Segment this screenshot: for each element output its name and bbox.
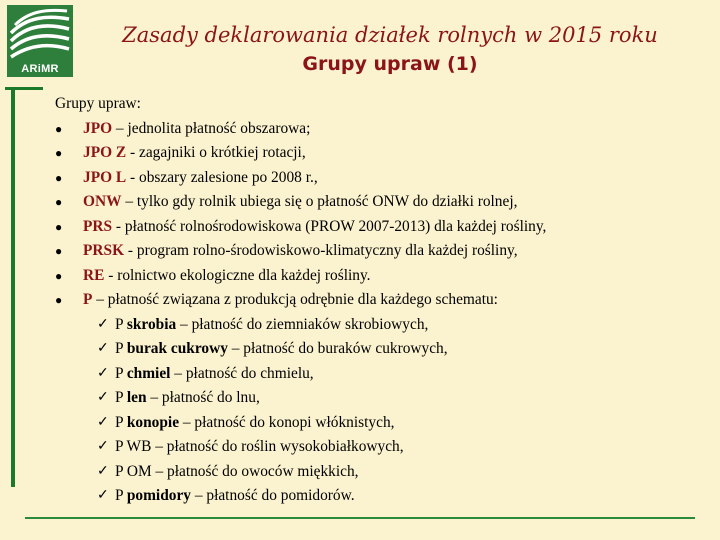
checkmark-icon: ✓: [97, 316, 109, 332]
group-description: – tylko gdy rolnik ubiega się o płatność ONW do działki rolnej,: [121, 193, 518, 210]
scheme-prefix: P: [115, 487, 127, 504]
list-item: [55, 166, 705, 191]
bullet-icon: ●: [55, 219, 63, 234]
checkmark-icon: ✓: [97, 390, 109, 405]
scheme-description: – płatność do chmielu,: [170, 364, 314, 382]
sub-list-item: [55, 435, 705, 460]
decorative-bar-vertical: [11, 87, 15, 487]
content-list: [55, 92, 705, 509]
sub-list-item: [55, 362, 705, 387]
sub-list-item: [55, 386, 705, 411]
list-item: [55, 117, 705, 142]
checkmark-icon: ✓: [97, 365, 109, 381]
scheme-prefix: P: [115, 364, 127, 382]
scheme-prefix: P: [115, 389, 127, 406]
scheme-prefix: P WB: [115, 438, 152, 455]
group-code: RE: [83, 266, 105, 284]
scheme-name: chmiel: [126, 364, 171, 382]
logo-text: ARiMR: [21, 63, 59, 75]
group-code: ONW: [83, 193, 122, 210]
sub-list-item: [55, 460, 705, 485]
scheme-description: – płatność do lnu,: [146, 389, 260, 406]
group-code: JPO Z: [83, 144, 127, 161]
page-subtitle: Grupy upraw (1): [302, 53, 478, 75]
intro-text: Grupy upraw:: [55, 95, 141, 112]
footer-divider: [25, 517, 695, 519]
bullet-icon: ●: [55, 146, 63, 160]
group-description: - płatność rolnośrodowiskowa (PROW 2007-2013) dla każdej rośliny,: [112, 217, 547, 235]
sub-list-item: [55, 337, 705, 362]
scheme-name: len: [126, 389, 147, 406]
scheme-name: pomidory: [126, 487, 191, 504]
sub-list-item: [55, 411, 705, 436]
scheme-description: – płatność do pomidorów.: [190, 487, 355, 504]
group-code: P: [83, 291, 93, 308]
group-description: - obszary zalesione po 2008 r.,: [126, 168, 318, 186]
group-description: - rolnictwo ekologiczne dla każdej rośliny.: [104, 266, 371, 284]
sub-list-item: [55, 313, 705, 338]
group-description: - program rolno-środowiskowo-klimatyczny dla każdej rośliny,: [124, 242, 518, 259]
bullet-icon: ●: [55, 293, 63, 307]
list-item: [55, 215, 705, 240]
scheme-description: – płatność do ziemniaków skrobiowych,: [176, 315, 429, 333]
scheme-description: – płatność do roślin wysokobiałkowych,: [151, 438, 404, 455]
checkmark-icon: ✓: [97, 488, 109, 503]
sub-list-item: [55, 484, 705, 509]
scheme-prefix: P OM: [115, 462, 152, 480]
group-code: PRSK: [83, 242, 125, 259]
group-description: – płatność związana z produkcją odrębnie dla każdego schematu:: [92, 291, 498, 308]
bullet-icon: ●: [55, 170, 63, 185]
checkmark-icon: ✓: [97, 463, 109, 479]
scheme-prefix: P: [115, 413, 127, 431]
list-item: [55, 264, 705, 289]
arimr-logo: [7, 5, 73, 77]
list-item: [55, 141, 705, 166]
group-description: – jednolita płatność obszarowa;: [112, 119, 311, 137]
group-code: JPO: [83, 119, 113, 137]
checkmark-icon: ✓: [97, 414, 109, 430]
group-code: JPO L: [83, 168, 127, 186]
scheme-prefix: P: [115, 340, 127, 357]
list-item: [55, 190, 705, 215]
scheme-name: konopie: [126, 413, 180, 431]
group-description: - zagajniki o krótkiej rotacji,: [126, 144, 306, 161]
group-code: PRS: [83, 217, 113, 235]
scheme-prefix: P: [115, 315, 127, 333]
checkmark-icon: ✓: [97, 341, 109, 356]
bullet-icon: ●: [55, 195, 63, 209]
bullet-icon: ●: [55, 268, 63, 283]
list-item: [55, 288, 705, 313]
list-item: [55, 239, 705, 264]
bullet-icon: ●: [55, 121, 63, 136]
scheme-description: – płatność do owoców miękkich,: [151, 462, 359, 480]
bullet-icon: ●: [55, 244, 63, 258]
page-title: Zasady deklarowania działek rolnych w 2015 roku: [122, 23, 658, 47]
field-stripes-icon: [7, 5, 73, 61]
checkmark-icon: ✓: [97, 439, 109, 454]
scheme-description: – płatność do konopi włóknistych,: [179, 413, 395, 431]
scheme-name: skrobia: [126, 315, 177, 333]
scheme-name: burak cukrowy: [126, 340, 228, 357]
scheme-description: – płatność do buraków cukrowych,: [227, 340, 448, 357]
